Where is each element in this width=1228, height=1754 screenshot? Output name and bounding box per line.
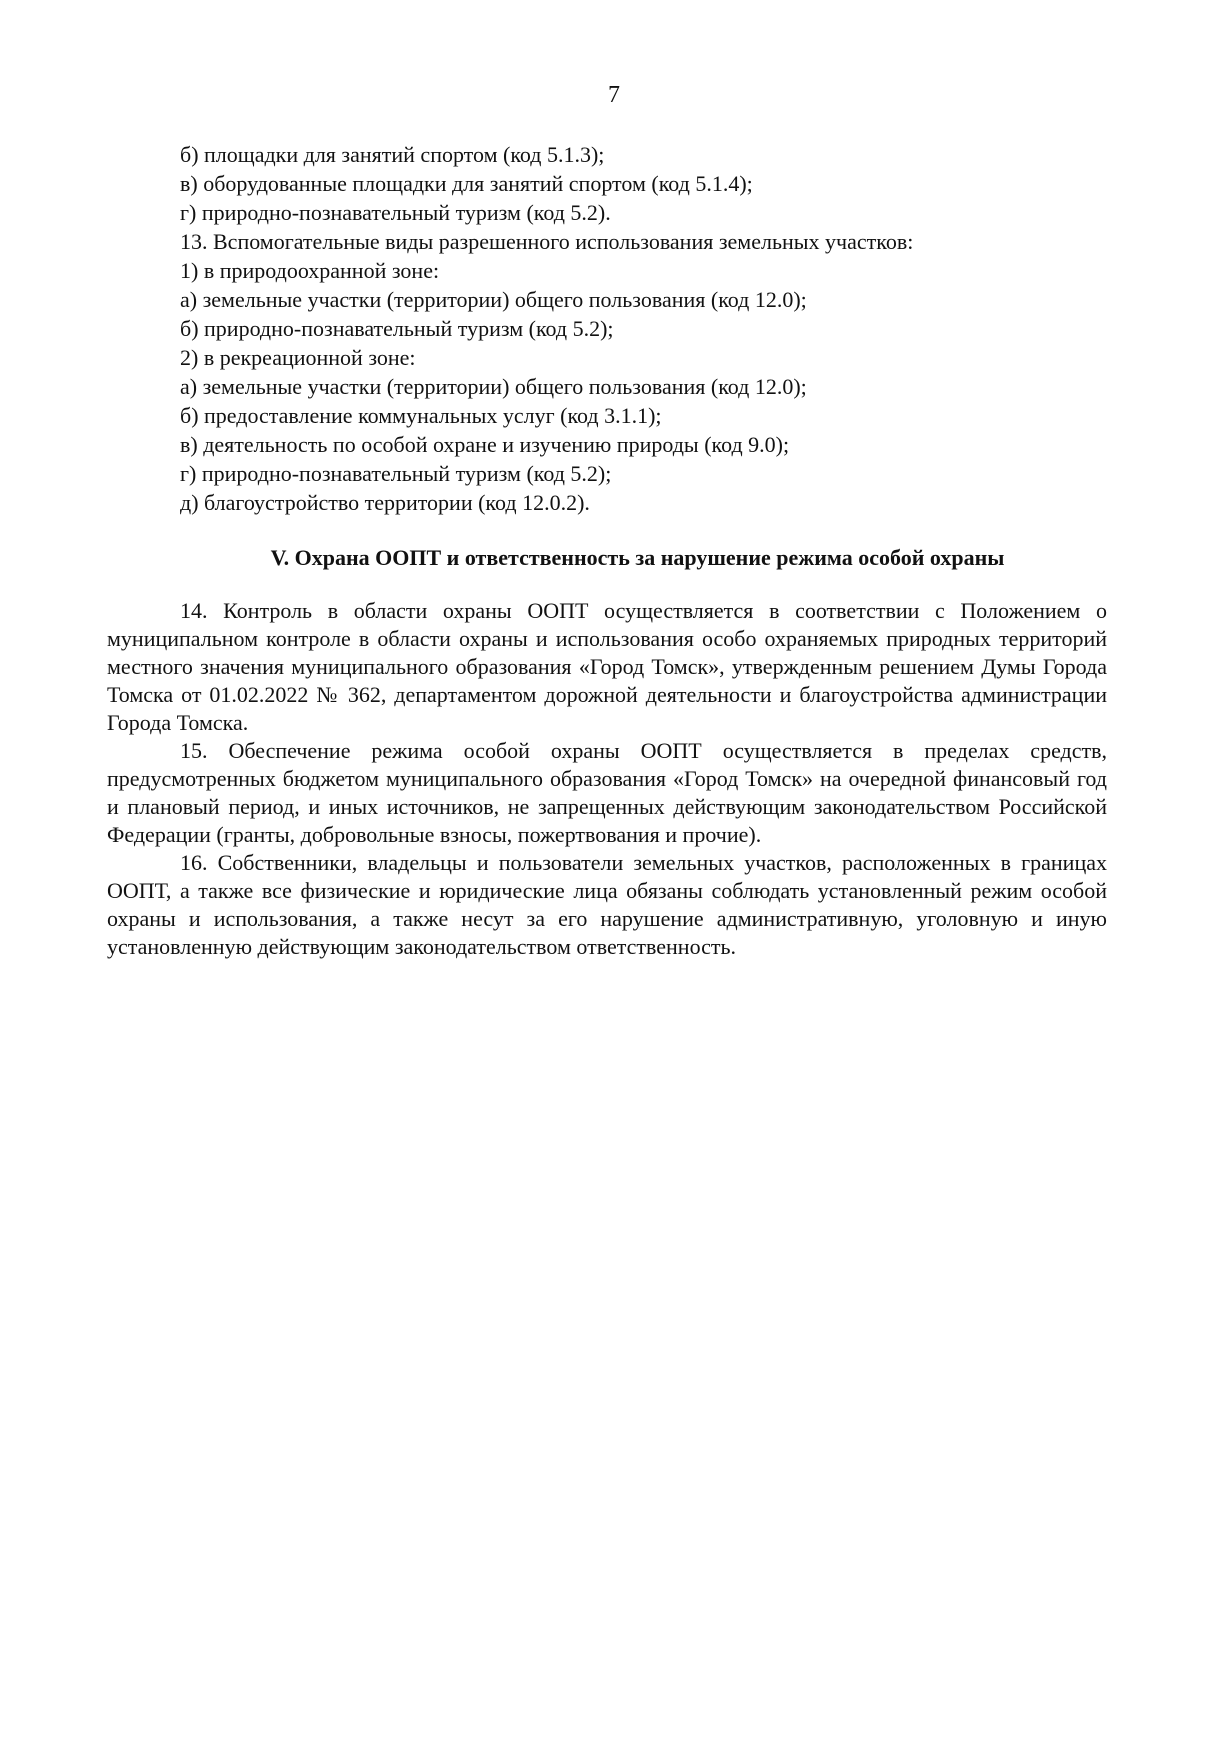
page-number: 7 — [608, 82, 620, 108]
list-item: д) благоустройство территории (код 12.0.2). — [180, 490, 590, 515]
land-use-list — [180, 140, 1130, 517]
list-item: в) оборудованные площадки для занятий спортом (код 5.1.4); — [180, 171, 753, 196]
list-item: а) земельные участки (территории) общего пользования (код 12.0); — [180, 374, 807, 399]
list-item: 2) в рекреационной зоне: — [180, 345, 416, 370]
list-item: б) предоставление коммунальных услуг (код 3.1.1); — [180, 403, 662, 428]
list-item: г) природно-познавательный туризм (код 5.2). — [180, 200, 611, 225]
section-body — [107, 597, 1107, 961]
list-item: в) деятельность по особой охране и изучению природы (код 9.0); — [180, 432, 790, 457]
paragraph-14: 14. Контроль в области охраны ООПТ осуществляется в соответствии с Положением о муниципальном контроле в области охраны и использования особо охраняемых природных территорий местного значения муниципального образования «Город Томск», утвержденным решением Думы Города Томска от 01.02.2022 № 362, департаментом дорожной деятельности и благоустройства администрации Города Томска. — [107, 598, 1107, 735]
list-item: 13. Вспомогательные виды разрешенного использования земельных участков: — [180, 229, 914, 254]
list-item: б) площадки для занятий спортом (код 5.1.3); — [180, 142, 605, 167]
list-item: г) природно-познавательный туризм (код 5.2); — [180, 461, 612, 486]
list-item: 1) в природоохранной зоне: — [180, 258, 440, 283]
list-item: б) природно-познавательный туризм (код 5.2); — [180, 316, 614, 341]
section-heading: V. Охрана ООПТ и ответственность за нарушение режима особой охраны — [270, 545, 1005, 570]
paragraph-15: 15. Обеспечение режима особой охраны ООПТ осуществляется в пределах средств, предусмотренных бюджетом муниципального образования «Город Томск» на очередной финансовый год и плановый период, и иных источников, не запрещенных действующим законодательством Российской Федерации (гранты, добровольные взносы, пожертвования и прочие). — [107, 738, 1107, 847]
paragraph-16: 16. Собственники, владельцы и пользователи земельных участков, расположенных в границах ООПТ, а также все физические и юридические лица обязаны соблюдать установленный режим особой охраны и использования, а также несут за его нарушение административную, уголовную и иную установленную действующим законодательством ответственность. — [107, 850, 1107, 959]
list-item: а) земельные участки (территории) общего пользования (код 12.0); — [180, 287, 807, 312]
